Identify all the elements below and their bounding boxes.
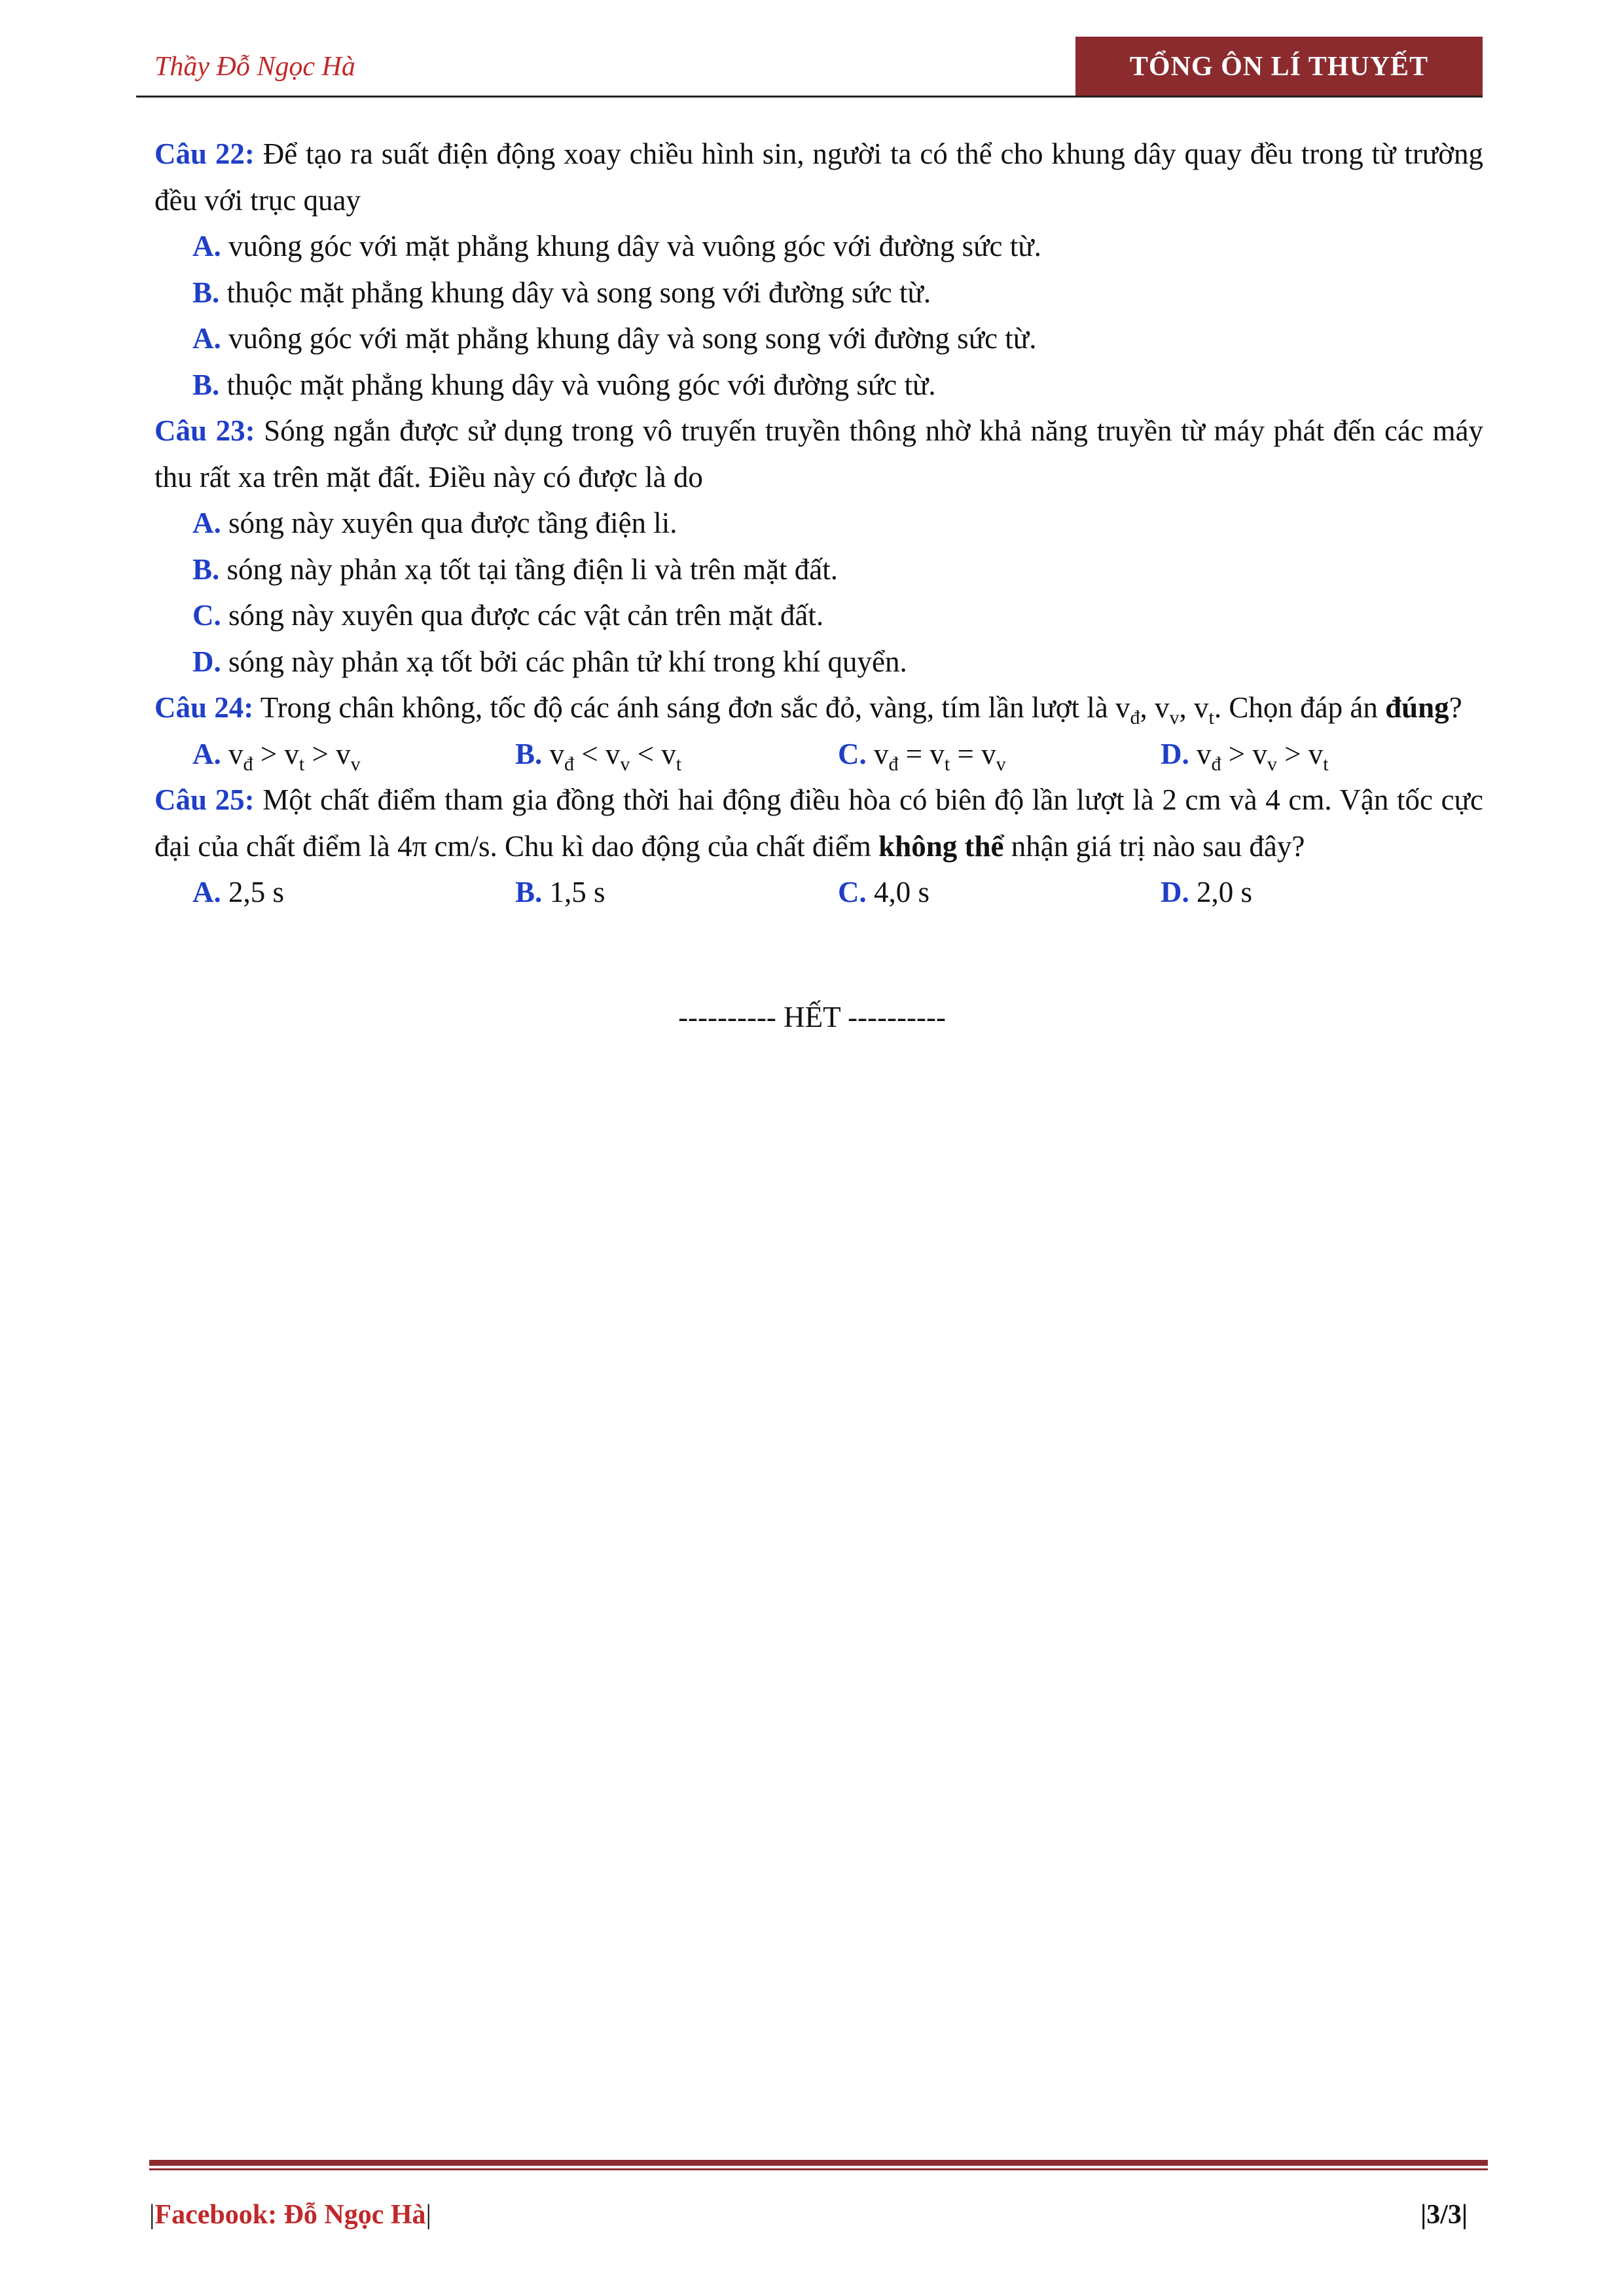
option-text: v	[1252, 737, 1267, 770]
option	[154, 270, 1483, 316]
question-text: Trong chân không, tốc độ các ánh sáng đơn sắc đỏ, vàng, tím lần lượt là v	[253, 691, 1130, 724]
option-letter: C.	[838, 737, 867, 770]
operator: <	[630, 737, 662, 770]
operator: >	[253, 737, 285, 770]
question-text: . Chọn đáp án	[1214, 691, 1386, 724]
subscript: đ	[1130, 707, 1140, 728]
option-letter: B.	[515, 737, 543, 770]
subscript: đ	[564, 753, 575, 775]
subscript: v	[620, 753, 630, 775]
question-24	[154, 685, 1483, 731]
subscript: v	[1267, 753, 1277, 775]
option	[154, 315, 1483, 362]
option-text: v	[981, 737, 996, 770]
option	[192, 731, 515, 778]
question-label: Câu 24:	[154, 691, 254, 724]
option-letter: B.	[515, 876, 543, 908]
question-text: Một chất điểm tham gia đồng thời hai động điều hòa có biên độ lần lượt là 2 cm và 4 cm. Vận tốc cực đại của chất điểm là 4π cm/s. Chu kì dao động của chất điểm	[154, 783, 1483, 863]
operator: =	[950, 737, 982, 770]
option-row	[154, 869, 1483, 916]
question-label: Câu 25:	[154, 783, 255, 816]
question-text: Sóng ngắn được sử dụng trong vô truyến truyền thông nhờ khả năng truyền từ máy phát đến các máy thu rất xa trên mặt đất. Điều này có được là do	[154, 414, 1483, 493]
subscript: t	[676, 753, 682, 775]
header-author: Thầy Đỗ Ngọc Hà	[154, 52, 355, 82]
operator: >	[304, 737, 336, 770]
footer-facebook	[149, 2199, 431, 2231]
option-text: v	[661, 737, 676, 770]
option	[154, 500, 1483, 547]
option-text: v	[228, 737, 244, 770]
option-text: v	[1308, 737, 1324, 770]
operator: >	[1276, 737, 1308, 770]
question-label: Câu 23:	[154, 414, 255, 447]
option	[154, 362, 1483, 408]
subscript: t	[1208, 707, 1214, 728]
operator: >	[1221, 737, 1253, 770]
subscript: t	[1323, 753, 1329, 775]
option-text: v	[549, 737, 565, 770]
option	[192, 869, 515, 916]
subscript: đ	[888, 753, 899, 775]
page-number: |3/3|	[1420, 2200, 1468, 2230]
option	[838, 731, 1161, 778]
option-text: v	[1197, 737, 1212, 770]
option	[1161, 869, 1483, 916]
option-text: 4,0 s	[866, 876, 930, 908]
option	[515, 731, 838, 778]
subscript: v	[996, 753, 1006, 775]
option-letter: D.	[1161, 876, 1189, 908]
operator: =	[898, 737, 930, 770]
header-rule	[136, 96, 1483, 98]
operator: <	[574, 737, 605, 770]
option-text: v	[336, 737, 351, 770]
option-letter: C.	[838, 876, 867, 908]
option-text: sóng này xuyên qua được tầng điện li.	[221, 507, 677, 539]
end-marker: ---------- HẾT ----------	[678, 1001, 946, 1033]
option	[515, 869, 838, 916]
question-text: nhận giá trị nào sau đây?	[1003, 829, 1305, 863]
option-letter: A.	[192, 230, 221, 262]
subscript: đ	[243, 753, 253, 775]
emphasis-text: đúng	[1385, 691, 1449, 724]
question-text: ?	[1449, 691, 1462, 724]
option-text: 2,5 s	[221, 876, 285, 908]
question-text: , v	[1140, 691, 1170, 724]
option	[154, 223, 1483, 270]
option	[154, 592, 1483, 639]
footer-bar: |	[149, 2200, 155, 2230]
option-text: v	[605, 737, 621, 770]
option	[1161, 731, 1483, 778]
option-letter: C.	[192, 599, 221, 632]
option-letter: A.	[192, 737, 221, 770]
subscript: v	[1169, 707, 1180, 728]
option-text: v	[874, 737, 889, 770]
option-text: v	[284, 737, 299, 770]
option-letter: D.	[1161, 737, 1189, 770]
option-text: v	[929, 737, 945, 770]
option-text: sóng này xuyên qua được các vật cản trên mặt đất.	[221, 599, 824, 632]
emphasis-text: không thể	[878, 829, 1004, 863]
option-text: thuộc mặt phẳng khung dây và vuông góc với đường sức từ.	[219, 368, 936, 401]
subscript: đ	[1211, 753, 1221, 775]
question-25	[154, 777, 1483, 869]
option-letter: A.	[192, 876, 221, 908]
option	[838, 869, 1161, 916]
question-label: Câu 22:	[154, 137, 255, 170]
footer-rule	[149, 2160, 1488, 2166]
option-letter: B.	[192, 276, 220, 309]
subscript: v	[350, 753, 361, 775]
option-row	[154, 731, 1483, 778]
facebook-label: Facebook: Đỗ Ngọc Hà	[154, 2200, 426, 2230]
header-badge: TỔNG ÔN LÍ THUYẾT	[1075, 37, 1483, 97]
question-23	[154, 408, 1483, 500]
option-letter: D.	[192, 645, 221, 678]
subscript: t	[944, 753, 950, 775]
question-content	[154, 131, 1483, 916]
option	[154, 639, 1483, 685]
question-text: Để tạo ra suất điện động xoay chiều hình sin, người ta có thể cho khung dây quay đều trong từ trường đều với trục quay	[154, 137, 1483, 217]
footer-bar: |	[425, 2200, 431, 2230]
option-letter: A.	[192, 507, 221, 539]
footer-rule	[149, 2168, 1488, 2170]
option-letter: A.	[192, 322, 221, 355]
option-text: vuông góc với mặt phẳng khung dây và song song với đường sức từ.	[221, 322, 1037, 355]
option-letter: B.	[192, 552, 220, 586]
question-text: , v	[1179, 691, 1209, 724]
option-text: 1,5 s	[542, 876, 605, 908]
option-letter: B.	[192, 368, 220, 401]
option	[154, 547, 1483, 593]
option-text: sóng này phản xạ tốt tại tầng điện li và trên mặt đất.	[219, 552, 839, 586]
subscript: t	[298, 753, 305, 775]
option-text: 2,0 s	[1189, 876, 1253, 908]
question-22	[154, 131, 1483, 223]
option-text: vuông góc với mặt phẳng khung dây và vuông góc với đường sức từ.	[221, 230, 1041, 262]
option-text: thuộc mặt phẳng khung dây và song song với đường sức từ.	[219, 276, 931, 309]
option-text: sóng này phản xạ tốt bởi các phân tử khí trong khí quyển.	[221, 645, 907, 678]
